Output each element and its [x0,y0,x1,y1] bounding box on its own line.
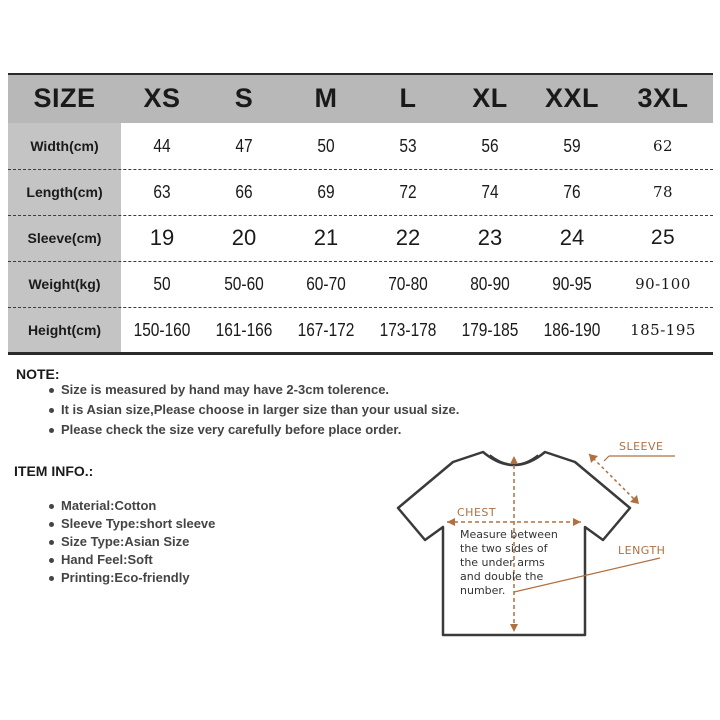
tshirt-measurement-diagram [395,430,700,645]
bullet-icon [49,504,54,509]
width-s: 47 [235,135,253,156]
weight-xxl: 90-95 [552,273,592,294]
info-text: Hand Feel:Soft [61,552,153,567]
length-label: LENGTH [618,544,666,557]
list-item [47,569,215,587]
info-text: Size Type:Asian Size [61,534,190,549]
size-header-xl: XL [472,82,508,113]
width-xl: 56 [481,135,499,156]
weight-l: 70-80 [388,273,428,294]
bullet-icon [49,388,54,393]
chest-measure-note [460,528,575,598]
weight-3xl: 90-100 [635,275,691,293]
bullet-icon [49,540,54,545]
height-m: 167-172 [297,319,355,340]
info-text: Material:Cotton [61,498,157,513]
row-label-length: Length(cm) [26,184,103,200]
length-xl: 74 [481,181,499,202]
chest-label: CHEST [457,506,497,519]
size-header-3xl: 3XL [637,82,689,113]
length-xxl: 76 [563,181,581,202]
size-header-label: SIZE [33,82,96,113]
width-xs: 44 [153,135,171,156]
width-l: 53 [399,135,417,156]
row-label-weight: Weight(kg) [28,276,101,292]
row-label-sleeve: Sleeve(cm) [27,230,102,246]
bullet-icon [49,522,54,527]
height-xxl: 186-190 [543,319,601,340]
row-label-height: Height(cm) [27,322,102,338]
info-text: Printing:Eco-friendly [61,570,190,585]
length-l: 72 [399,181,417,202]
measure-note-line: the under arms [460,556,545,569]
measure-note-line: number. [460,584,506,597]
size-header-l: L [399,82,417,113]
measure-note-line: Measure between [460,528,558,541]
measure-note-line: and double the [460,570,544,583]
list-item [47,515,215,533]
width-3xl: 62 [652,137,674,155]
list-item [47,533,215,551]
size-header-xs: XS [143,82,181,113]
sleeve-label: SLEEVE [619,440,664,453]
size-chart-table [8,73,713,353]
size-header-m: M [314,82,338,113]
note-text: Size is measured by hand may have 2-3cm tolerence. [61,382,390,397]
sleeve-xxl: 24 [559,225,585,250]
weight-xl: 80-90 [470,273,510,294]
item-info-list [47,497,215,587]
list-item [47,497,215,515]
weight-xs: 50 [153,273,171,294]
bullet-icon [49,428,54,433]
bullet-icon [49,558,54,563]
width-m: 50 [317,135,335,156]
sleeve-m: 21 [313,225,339,250]
size-header-xxl: XXL [544,82,599,113]
height-s: 161-166 [215,319,273,340]
measure-note-line: the two sides of [460,542,548,555]
weight-s: 50-60 [224,273,264,294]
note-title: NOTE: [16,366,60,382]
weight-m: 60-70 [306,273,346,294]
size-header-s: S [234,82,254,113]
list-item [47,551,215,569]
height-xs: 150-160 [133,319,191,340]
list-item [47,380,459,400]
bullet-icon [49,576,54,581]
note-text: It is Asian size,Please choose in larger size than your usual size. [61,402,460,417]
length-s: 66 [235,181,253,202]
row-label-width: Width(cm) [30,138,99,154]
length-m: 69 [317,181,335,202]
bullet-icon [49,408,54,413]
sleeve-s: 20 [231,225,257,250]
width-xxl: 59 [563,135,581,156]
height-xl: 179-185 [461,319,519,340]
note-text: Please check the size very carefully before place order. [61,422,402,437]
length-xs: 63 [153,181,171,202]
list-item [47,400,459,420]
height-3xl: 185-195 [630,321,696,339]
height-l: 173-178 [379,319,437,340]
sleeve-3xl: 25 [650,226,676,249]
length-3xl: 78 [652,183,674,201]
sleeve-l: 22 [395,225,421,250]
sleeve-xl: 23 [477,225,503,250]
sleeve-xs: 19 [149,225,175,250]
info-text: Sleeve Type:short sleeve [61,516,216,531]
item-info-title: ITEM INFO.: [14,463,94,479]
